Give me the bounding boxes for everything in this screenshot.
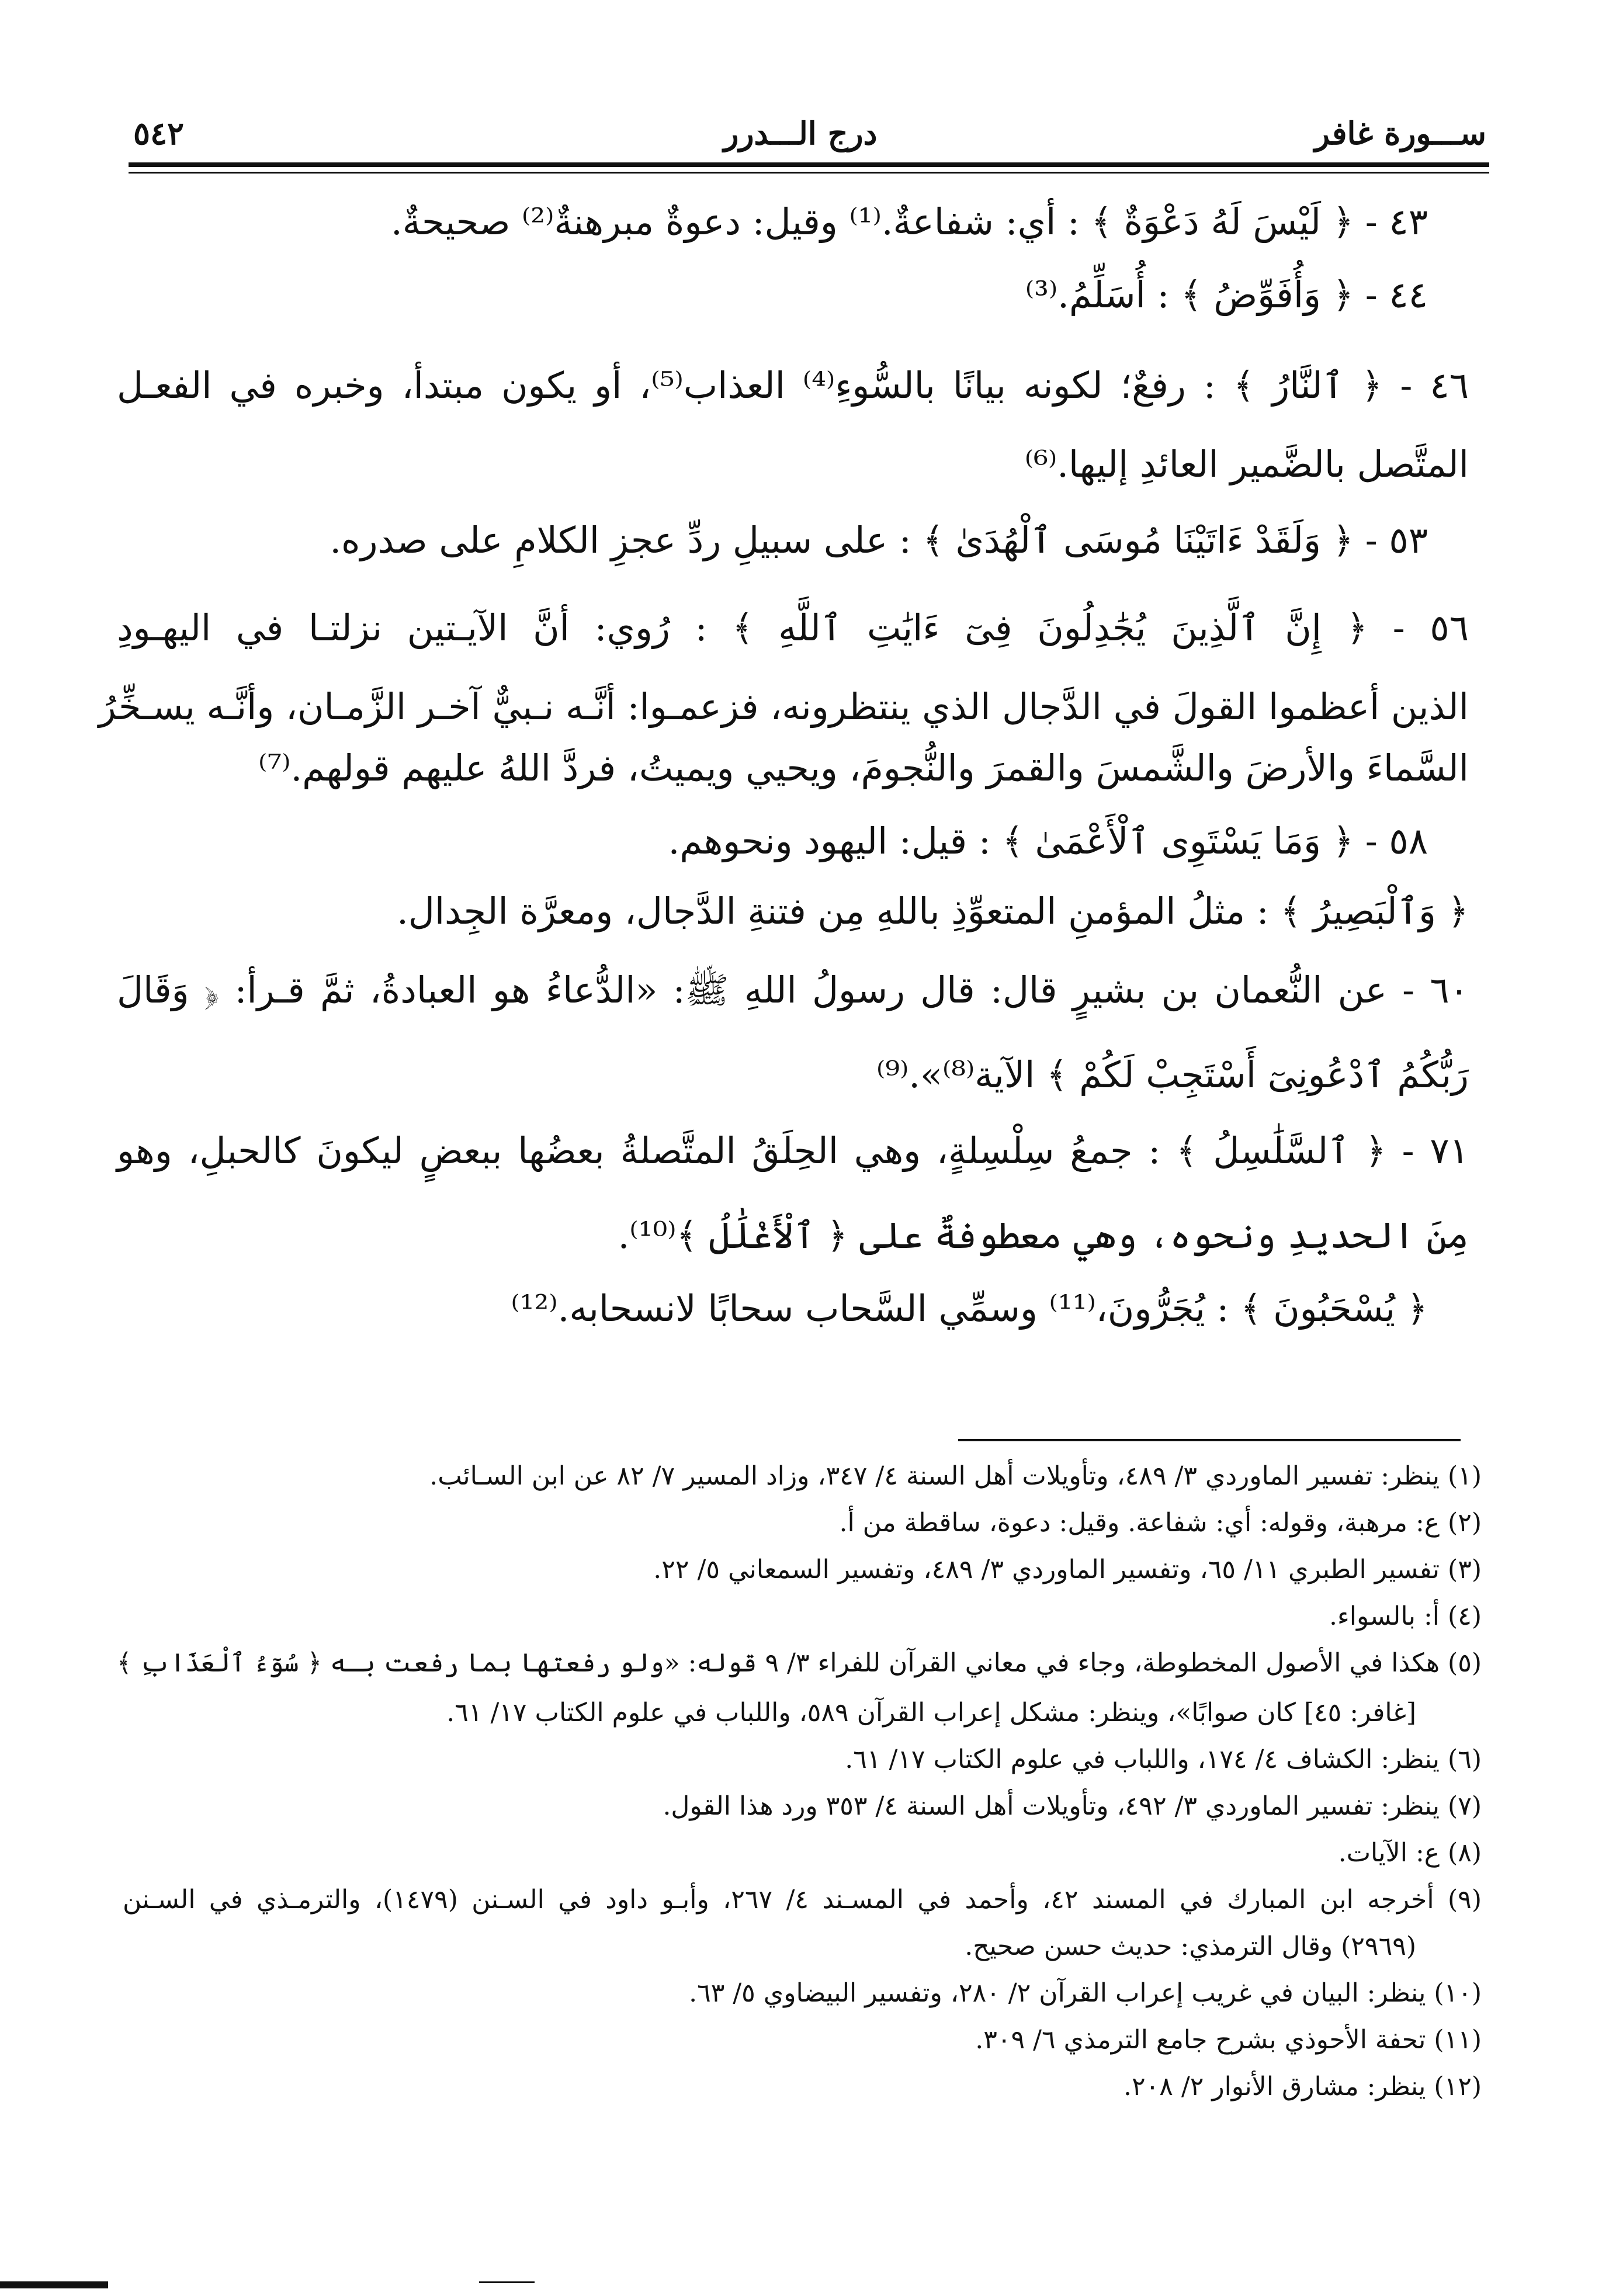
scan-edge-rule [479,2281,535,2283]
footnote-6: (٦) ينظر: الكشاف ٤/ ١٧٤، واللباب في علوم الكتاب ١٧/ ٦١. [845,1744,1482,1774]
verse-60-line: ٦٠ - عن النُّعمان بن بشيرٍ قال: قال رسولُ اللهِ ﷺ: «الدُّعاءُ هو العبادةُ، ثمَّ قـرأ: ﴿ وَقَالَ [117,969,1469,1011]
footnote-8: (٨) ع: الآيات. [1338,1838,1482,1868]
verse-44-line: ٤٤ - ﴿ وَأُفَوِّضُ ﴾ : أُسَلِّمُ.⁽³⁾ [1025,273,1428,316]
footnote-3: (٣) تفسير الطبري ١١/ ٦٥، وتفسير الماوردي ٣/ ٤٨٩، وتفسير السمعاني ٥/ ٢٢. [653,1555,1482,1584]
book-title: درج الـــدرر [723,115,878,152]
verse-60-continuation: رَبُّكُمُ ٱدْعُونِىٓ أَسْتَجِبْ لَكُمْ ﴾ الآية⁽⁸⁾».⁽⁹⁾ [876,1053,1469,1096]
verse-58-line: ٥٨ - ﴿ وَمَا يَسْتَوِى ٱلْأَعْمَىٰ ﴾ : قيل: اليهود ونحوهم. [668,820,1428,862]
footnote-4: (٤) أ: بالسواء. [1329,1601,1482,1631]
verse-58-basir-line: ﴿ وَٱلْبَصِيرُ ﴾ : مثلُ المؤمنِ المتعوِّذِ باللهِ مِن فتنةِ الدَّجال، ومعرَّة الجِدال. [397,890,1469,932]
footnote-2: (٢) ع: مرهبة، وقوله: أي: شفاعة. وقيل: دعوة، ساقطة من أ. [839,1508,1482,1538]
footnote-5-continuation: [غافر: ٤٥] كان صوابًا»، وينظر: مشكل إعراب القرآن ٥٨٩، واللباب في علوم الكتاب ١٧/ ٦١. [446,1698,1416,1728]
verse-53-line: ٥٣ - ﴿ وَلَقَدْ ءَاتَيْنَا مُوسَى ٱلْهُدَىٰ ﴾ : على سبيلِ ردِّ عجزِ الكلامِ على صدره. [330,519,1428,561]
scan-edge-mark [0,2281,108,2288]
page-number: ٥٤٢ [133,115,185,152]
footnote-9: (٩) أخرجه ابن المبارك في المسند ٤٢، وأحمد في المسـند ٤/ ٢٦٧، وأبـو داود في السـنن (١٤٧٩)، والترمـذي في السـنن [123,1885,1482,1915]
verse-43-line: ٤٣ - ﴿ لَيْسَ لَهُ دَعْوَةٌ ﴾ : أي: شفاعةٌ.⁽¹⁾ وقيل: دعوةٌ مبرهنةٌ⁽²⁾ صحيحةٌ. [391,200,1428,243]
header-rule-thick [129,162,1489,167]
verse-71-line: ٧١ - ﴿ ٱلسَّلَٰسِلُ ﴾ : جمعُ سِلْسِلةٍ، وهي الحِلَقُ المتَّصلةُ بعضُها ببعضٍ ليكونَ كالحبلِ، وهو [117,1129,1469,1172]
footnote-12: (١٢) ينظر: مشارق الأنوار ٢/ ٢٠٨. [1123,2072,1482,2101]
verse-71-continuation: مِنَ الحديدِ ونحوه، وهي معطوفةٌ على ﴿ ٱلْأَغْلَٰلُ ﴾⁽¹⁰⁾. [618,1214,1469,1257]
verse-56-continuation-1: الذين أعظموا القولَ في الدَّجال الذي ينتظرونه، فزعمـوا: أنَّـه نـبيٌّ آخـر الزَّمـان، وأنَّـه يسـخِّرُ [98,685,1469,728]
footnote-1: (١) ينظر: تفسير الماوردي ٣/ ٤٨٩، وتأويلات أهل السنة ٤/ ٣٤٧، وزاد المسير ٧/ ٨٢ عن ابن السـائب. [429,1461,1482,1491]
verse-46-line: ٤٦ - ﴿ ٱلنَّارُ ﴾ : رفعٌ؛ لكونه بيانًا بالسُّوءِ⁽⁴⁾ العذاب⁽⁵⁾، أو يكون مبتدأ، وخبره في الفعـل [117,364,1469,407]
footnote-10: (١٠) ينظر: البيان في غريب إعراب القرآن ٢/ ٢٨٠، وتفسير البيضاوي ٥/ ٦٣. [689,1978,1482,2008]
surah-name: ســـورة غافر [1314,115,1486,152]
footnote-5: (٥) هكذا في الأصول المخطوطة، وجاء في معاني القرآن للفراء ٣/ ٩ قوله: «ولو رفعتها بما رفعت بـه ﴿ سُوٓءُ ٱلْعَذَابِ ﴾ [116,1648,1482,1678]
footnote-9-continuation: (٢٩٦٩) وقال الترمذي: حديث حسن صحيح. [965,1931,1416,1961]
verse-56-line: ٥٦ - ﴿ إِنَّ ٱلَّذِينَ يُجَٰدِلُونَ فِىٓ ءَايَٰتِ ٱللَّهِ ﴾ : رُوي: أنَّ الآيـتين نزلتـا في اليهـودِ [117,606,1469,649]
verse-56-continuation-2: السَّماءَ والأرضَ والشَّمسَ والقمرَ والنُّجومَ، ويحيي ويميتُ، فردَّ اللهُ عليهم قولهم.⁽⁷⁾ [258,747,1469,789]
footnote-separator [958,1439,1461,1441]
header-rule-thin [129,172,1489,174]
footnote-7: (٧) ينظر: تفسير الماوردي ٣/ ٤٩٢، وتأويلات أهل السنة ٤/ ٣٥٣ ورد هذا القول. [663,1791,1482,1821]
verse-46-continuation: المتَّصل بالضَّمير العائدِ إليها.⁽⁶⁾ [1024,443,1469,485]
yushabun-line: ﴿ يُسْحَبُونَ ﴾ : يُجَرُّونَ،⁽¹¹⁾ وسمِّي السَّحاب سحابًا لانسحابه.⁽¹²⁾ [511,1287,1428,1330]
footnote-11: (١١) تحفة الأحوذي بشرح جامع الترمذي ٦/ ٣٠٩. [975,2025,1482,2055]
